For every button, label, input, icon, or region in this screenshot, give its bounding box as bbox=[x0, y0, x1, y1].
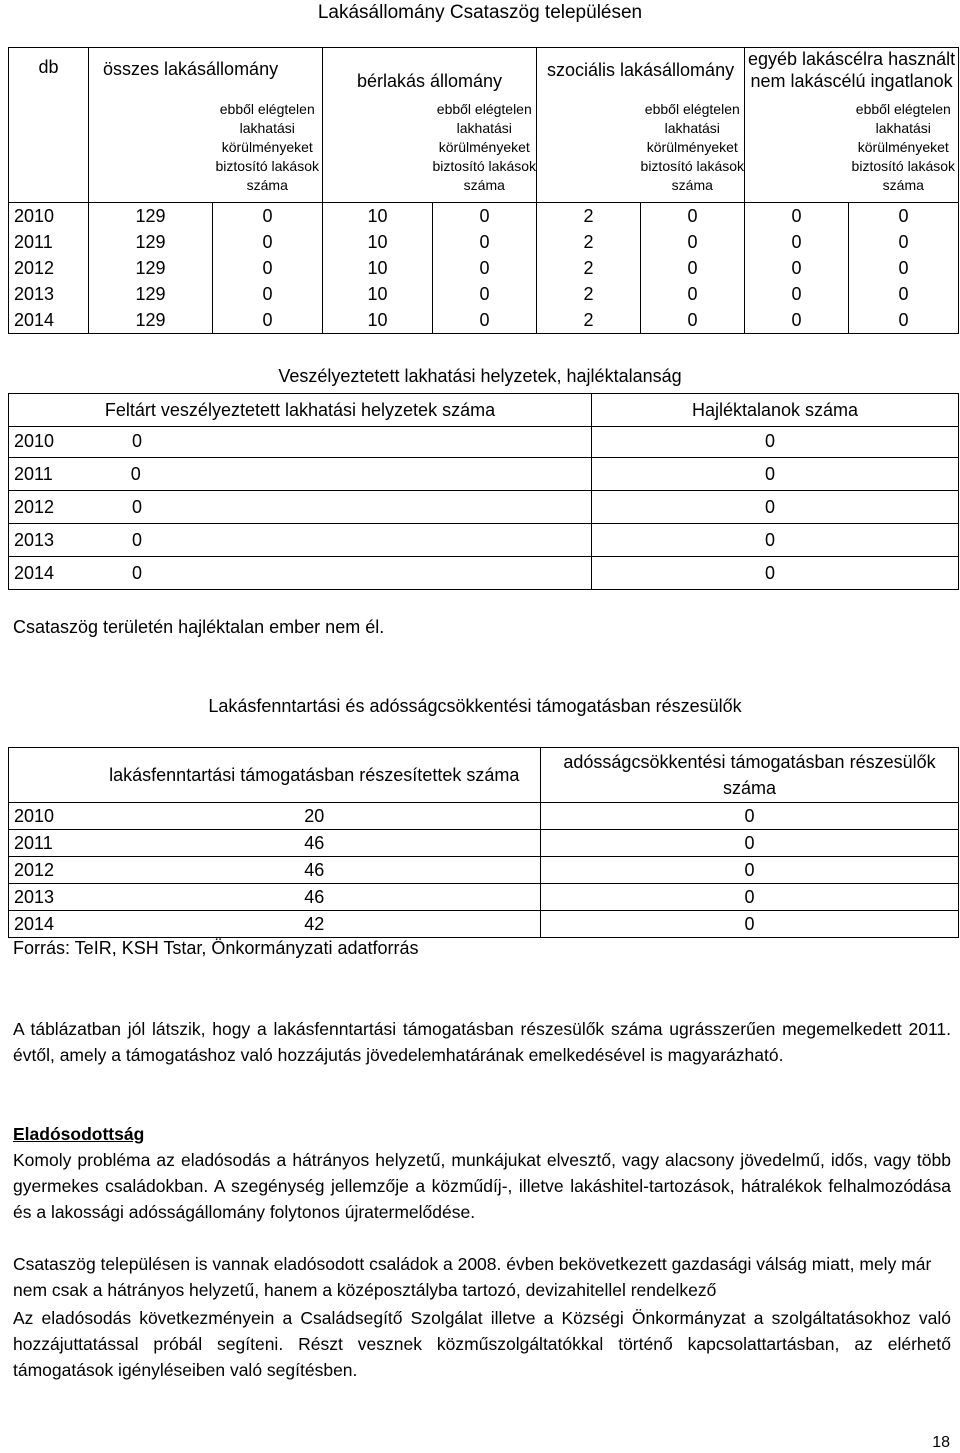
table-row: 2013 129 0 10 0 2 0 0 0 bbox=[9, 281, 959, 307]
header-adossagcsokkentesi: adósságcsökkentési támogatásban részesülők száma bbox=[541, 748, 959, 803]
table-row: 2011 129 0 10 0 2 0 0 0 bbox=[9, 229, 959, 255]
header-szocialis-sub: ebből elégtelen lakhatási körülményeket biztosító lakások száma bbox=[641, 93, 745, 203]
table-row: 2011 0 0 bbox=[9, 458, 959, 491]
paragraph-2: Komoly probléma az eladósodás a hátrányos helyzetű, munkájukat elvesztő, vagy alacsony jövedelmű, idős, vagy több gyermekes családokban. A szegénység jellemzője a közműdíj-, illetve lakáshitel-tartozások, hátralékok felhalmozódása és a lakossági adósságállomány folytonos újratermelődése. bbox=[13, 1150, 951, 1222]
table-row: 2013 46 0 bbox=[9, 884, 959, 911]
table1-title: Lakásállomány Csataszög településen bbox=[317, 2, 643, 23]
table-row: 2010 20 0 bbox=[9, 803, 959, 830]
section-heading: Eladósodottság bbox=[13, 1124, 145, 1144]
header-feltart: Feltárt veszélyeztetett lakhatási helyzetek száma bbox=[9, 394, 592, 427]
paragraph-3: Csataszög településen is vannak eladósodott családok a 2008. évben bekövetkezett gazdasági válság miatt, mely már nem csak a hátrányos helyzetű, hanem a középosztályba tartozó, devizahitellel rendelkező bbox=[13, 1254, 932, 1300]
paragraph-4: Az eladósodás következményein a Családsegítő Szolgálat illetve a Községi Önkormányzat a szolgáltatásokhoz való hozzájuttatással próbál segíteni. Részt vesznek közműszolgáltatókkal történő kapcsolattartásban, az elérhető támogatások igényléseiben való segítésben. bbox=[13, 1308, 951, 1380]
paragraph-1: A táblázatban jól látszik, hogy a lakásfenntartási támogatásban részesülők száma ugrásszerűen megemelkedett 2011. évtől, amely a támogatáshoz való hozzájutás jövedelemhatárának emelkedésével is magyarázható. bbox=[13, 1019, 951, 1065]
header-lakasfenntartasi: lakásfenntartási támogatásban részesítettek száma bbox=[89, 748, 541, 803]
header-hajlektalanok: Hajléktalanok száma bbox=[592, 394, 959, 427]
table-row: 2011 46 0 bbox=[9, 830, 959, 857]
source-note: Forrás: TeIR, KSH Tstar, Önkormányzati adatforrás bbox=[13, 938, 419, 958]
homelessness-table-body bbox=[8, 425, 959, 590]
page-number: 18 bbox=[932, 1434, 950, 1451]
table-row: 2014 0 0 bbox=[9, 557, 959, 590]
housing-stock-table bbox=[8, 47, 959, 334]
header-egyeb: egyéb lakáscélra használt nem lakáscélú ingatlanok bbox=[745, 48, 959, 93]
header-berlakas-sub: ebből elégtelen lakhatási körülményeket biztosító lakások száma bbox=[433, 93, 537, 203]
homelessness-table bbox=[8, 393, 959, 427]
table-row: 2014 129 0 10 0 2 0 0 0 bbox=[9, 307, 959, 334]
table-row: 2014 42 0 bbox=[9, 911, 959, 938]
table3-title: Lakásfenntartási és adósságcsökkentési támogatásban részesülők bbox=[208, 696, 742, 716]
table-row: 2013 0 0 bbox=[9, 524, 959, 557]
homelessness-note: Csataszög területén hajléktalan ember nem él. bbox=[13, 617, 385, 637]
header-egyeb-sub: ebből elégtelen lakhatási körülményeket biztosító lakások száma bbox=[849, 93, 959, 203]
table-row: 2012 0 0 bbox=[9, 491, 959, 524]
table-row: 2012 129 0 10 0 2 0 0 0 bbox=[9, 255, 959, 281]
table-row: 2012 46 0 bbox=[9, 857, 959, 884]
header-osszes-sub: ebből elégtelen lakhatási körülményeket biztosító lakások száma bbox=[213, 93, 323, 203]
table-row: 2010 129 0 10 0 2 0 0 0 bbox=[9, 203, 959, 230]
header-db: db bbox=[9, 48, 89, 203]
header-berlakas: bérlakás állomány bbox=[323, 48, 537, 93]
table2-title: Veszélyeztetett lakhatási helyzetek, hajléktalanság bbox=[278, 366, 682, 386]
header-szocialis: szociális lakásállomány bbox=[537, 48, 745, 93]
support-table bbox=[8, 747, 959, 938]
header-osszes: összes lakásállomány bbox=[89, 48, 323, 93]
table-row: 2010 0 0 bbox=[9, 425, 959, 458]
